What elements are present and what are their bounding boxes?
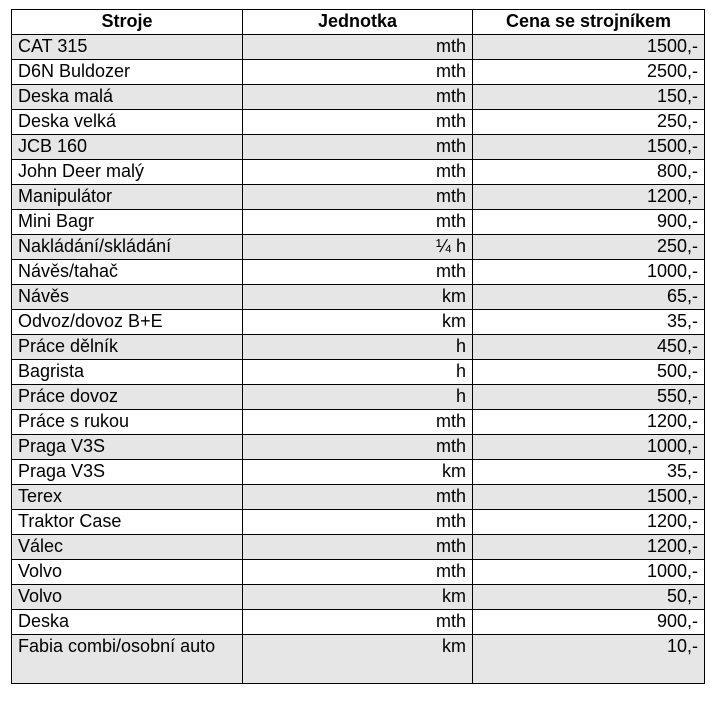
price-cell: 65,-	[473, 285, 705, 310]
unit-cell: km	[243, 460, 473, 485]
machine-name-cell: Návěs	[12, 285, 243, 310]
unit-cell: mth	[243, 435, 473, 460]
machine-name-cell: Mini Bagr	[12, 210, 243, 235]
price-cell: 2500,-	[473, 60, 705, 85]
price-cell: 35,-	[473, 310, 705, 335]
price-cell: 1000,-	[473, 260, 705, 285]
machine-name-cell: Praga V3S	[12, 460, 243, 485]
table-row	[12, 435, 705, 460]
unit-cell: mth	[243, 110, 473, 135]
table-row	[12, 460, 705, 485]
price-cell: 500,-	[473, 360, 705, 385]
table-row	[12, 560, 705, 585]
machine-name-cell: CAT 315	[12, 35, 243, 60]
machine-name-cell: Odvoz/dovoz B+E	[12, 310, 243, 335]
header-jednotka: Jednotka	[243, 10, 473, 35]
machine-name-cell: John Deer malý	[12, 160, 243, 185]
machine-name-cell: JCB 160	[12, 135, 243, 160]
table-row	[12, 210, 705, 235]
unit-cell: km	[243, 310, 473, 335]
machine-name-cell: Volvo	[12, 560, 243, 585]
machine-name-cell: Návěs/tahač	[12, 260, 243, 285]
unit-cell: mth	[243, 60, 473, 85]
machine-name-cell: Bagrista	[12, 360, 243, 385]
table-row	[12, 360, 705, 385]
unit-cell: mth	[243, 535, 473, 560]
machine-name-cell: Fabia combi/osobní auto	[12, 635, 243, 684]
unit-cell: mth	[243, 160, 473, 185]
machine-name-cell: Nakládání/skládání	[12, 235, 243, 260]
table-row	[12, 260, 705, 285]
price-cell: 550,-	[473, 385, 705, 410]
table-row	[12, 535, 705, 560]
unit-cell: mth	[243, 135, 473, 160]
unit-cell: km	[243, 285, 473, 310]
table-row	[12, 60, 705, 85]
price-cell: 1000,-	[473, 560, 705, 585]
price-cell: 1500,-	[473, 485, 705, 510]
price-cell: 450,-	[473, 335, 705, 360]
machine-name-cell: D6N Buldozer	[12, 60, 243, 85]
table-body	[12, 35, 705, 684]
machine-name-cell: Traktor Case	[12, 510, 243, 535]
unit-cell: mth	[243, 85, 473, 110]
unit-cell: mth	[243, 35, 473, 60]
table-row	[12, 610, 705, 635]
machine-name-cell: Práce s rukou	[12, 410, 243, 435]
table-row	[12, 335, 705, 360]
table-row	[12, 585, 705, 610]
price-cell: 900,-	[473, 610, 705, 635]
price-cell: 1500,-	[473, 35, 705, 60]
table-row	[12, 185, 705, 210]
table-row	[12, 410, 705, 435]
machine-name-cell: Praga V3S	[12, 435, 243, 460]
price-cell: 1200,-	[473, 535, 705, 560]
table-row	[12, 385, 705, 410]
table-row	[12, 510, 705, 535]
price-cell: 1000,-	[473, 435, 705, 460]
unit-cell: mth	[243, 485, 473, 510]
unit-cell: mth	[243, 510, 473, 535]
machine-name-cell: Deska	[12, 610, 243, 635]
price-cell: 50,-	[473, 585, 705, 610]
unit-cell: h	[243, 385, 473, 410]
machine-name-cell: Válec	[12, 535, 243, 560]
machine-name-cell: Terex	[12, 485, 243, 510]
price-cell: 35,-	[473, 460, 705, 485]
table-row	[12, 635, 705, 684]
header-cena: Cena se strojníkem	[473, 10, 705, 35]
table-row	[12, 310, 705, 335]
price-cell: 800,-	[473, 160, 705, 185]
price-cell: 900,-	[473, 210, 705, 235]
table-row	[12, 285, 705, 310]
table-row	[12, 135, 705, 160]
table-row	[12, 85, 705, 110]
price-cell: 150,-	[473, 85, 705, 110]
unit-cell: h	[243, 360, 473, 385]
unit-cell: h	[243, 335, 473, 360]
unit-cell: mth	[243, 210, 473, 235]
unit-cell: km	[243, 585, 473, 610]
machine-name-cell: Práce dovoz	[12, 385, 243, 410]
header-stroje: Stroje	[12, 10, 243, 35]
unit-cell: km	[243, 635, 473, 684]
unit-cell: mth	[243, 185, 473, 210]
price-cell: 250,-	[473, 110, 705, 135]
machine-name-cell: Manipulátor	[12, 185, 243, 210]
price-cell: 1500,-	[473, 135, 705, 160]
price-table	[11, 9, 705, 684]
table-row	[12, 235, 705, 260]
price-cell: 10,-	[473, 635, 705, 684]
machine-name-cell: Volvo	[12, 585, 243, 610]
machine-name-cell: Deska velká	[12, 110, 243, 135]
unit-cell: mth	[243, 560, 473, 585]
table-row	[12, 160, 705, 185]
unit-cell: ¼ h	[243, 235, 473, 260]
table-header-row	[12, 10, 705, 35]
price-cell: 1200,-	[473, 185, 705, 210]
unit-cell: mth	[243, 260, 473, 285]
machine-name-cell: Deska malá	[12, 85, 243, 110]
price-cell: 1200,-	[473, 510, 705, 535]
table-row	[12, 35, 705, 60]
table-row	[12, 110, 705, 135]
price-cell: 1200,-	[473, 410, 705, 435]
unit-cell: mth	[243, 610, 473, 635]
price-cell: 250,-	[473, 235, 705, 260]
machine-name-cell: Práce dělník	[12, 335, 243, 360]
table-row	[12, 485, 705, 510]
unit-cell: mth	[243, 410, 473, 435]
